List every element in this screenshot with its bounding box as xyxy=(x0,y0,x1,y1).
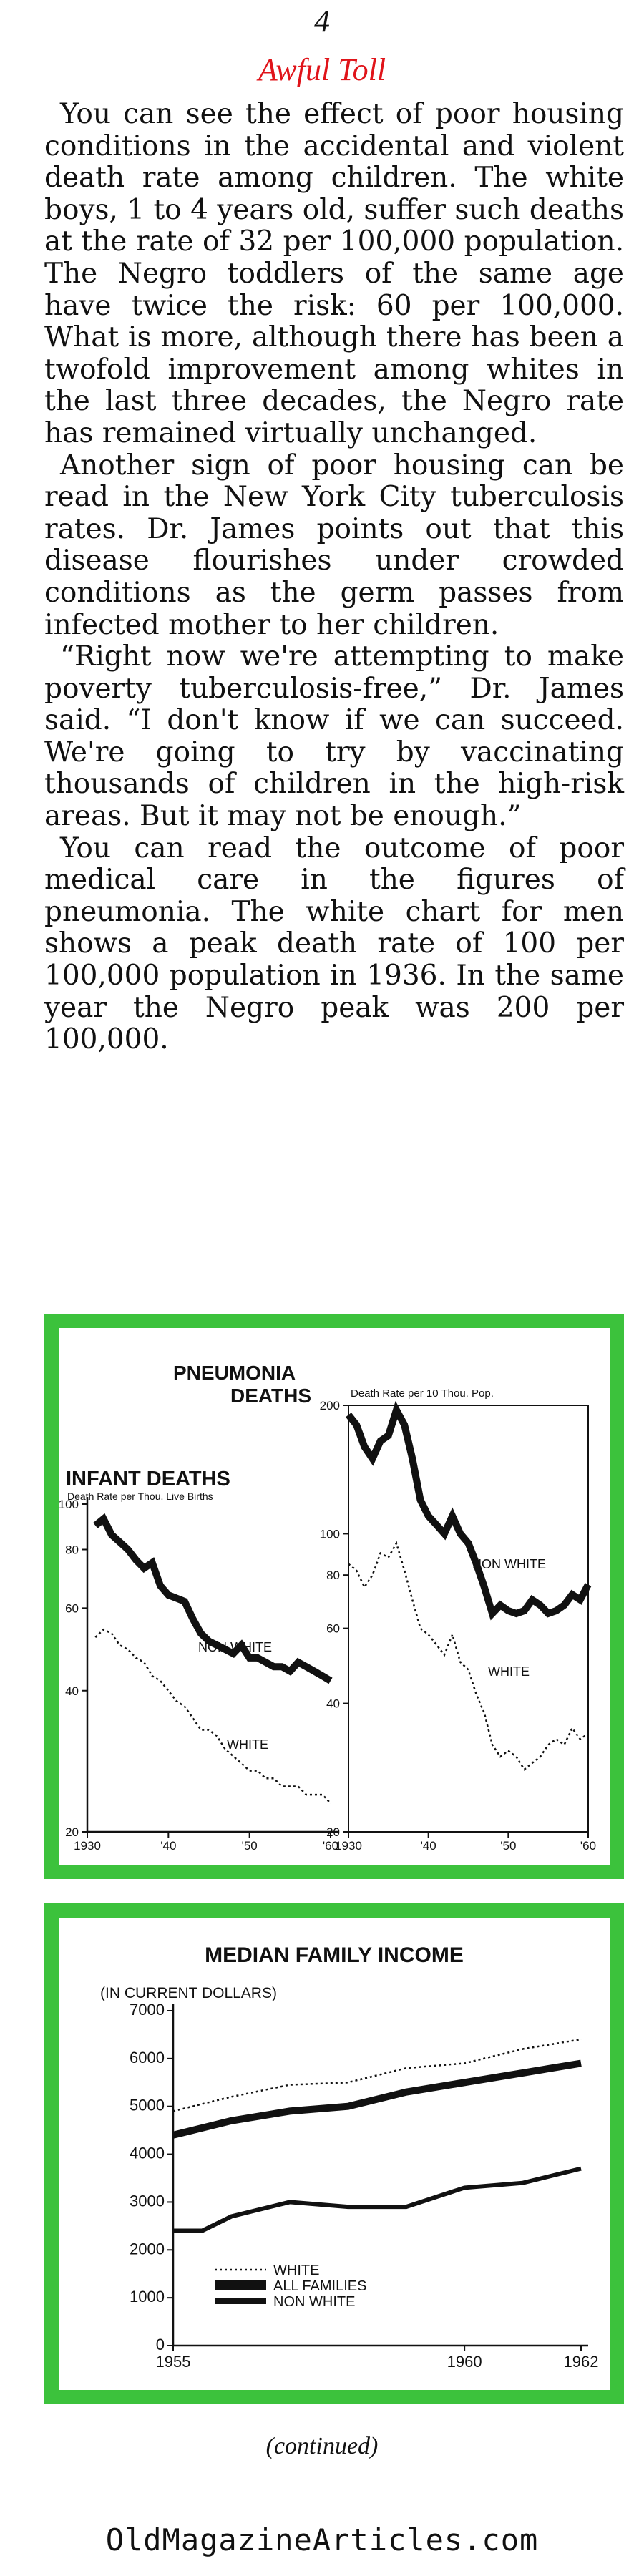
y-axis-label: Death Rate per 10 Thou. Pop. xyxy=(351,1387,494,1400)
y-tick-label: 40 xyxy=(65,1684,79,1698)
y-axis-label: (IN CURRENT DOLLARS) xyxy=(100,1985,277,2001)
plot-frame xyxy=(348,1405,588,1832)
x-tick-label: '60 xyxy=(322,1839,339,1853)
article-body xyxy=(44,99,624,1056)
x-tick-label: 1960 xyxy=(447,2353,482,2371)
y-tick-label: 20 xyxy=(65,1825,79,1839)
legend-label: ALL FAMILIES xyxy=(273,2278,367,2294)
legend-label: WHITE xyxy=(273,2263,320,2278)
y-tick-label: 80 xyxy=(326,1568,340,1583)
y-tick-label: 100 xyxy=(319,1527,340,1541)
y-tick-label: 3000 xyxy=(130,2192,165,2210)
series-line-all-families xyxy=(173,2064,581,2135)
series-line-non-white xyxy=(348,1410,588,1614)
legend-label: NON WHITE xyxy=(198,1640,272,1654)
y-tick-label: 200 xyxy=(319,1399,340,1413)
figure-panel xyxy=(59,1328,610,1865)
chart-title: MEDIAN FAMILY INCOME xyxy=(205,1943,464,1967)
legend-label: WHITE xyxy=(488,1664,530,1679)
legend-label: NON WHITE xyxy=(472,1557,546,1571)
y-tick-label: 6000 xyxy=(130,2048,165,2067)
y-tick-label: 2000 xyxy=(130,2240,165,2258)
y-tick-label: 0 xyxy=(155,2336,165,2353)
chart-title: PNEUMONIA xyxy=(173,1362,296,1384)
paragraph: You can read the outcome of poor medical care in the figures of pneumonia. The white chart for men shows a peak death rate of 100 per 100,000 population in 1936. In the same year the Negro peak was 200 per 100,000. xyxy=(44,831,624,1056)
continued-note: (continued) xyxy=(265,2433,379,2459)
chart-title: DEATHS xyxy=(230,1385,312,1407)
x-tick-label: '50 xyxy=(241,1839,258,1853)
paragraph: You can see the effect of poor housing conditions in the accidental and violent death rate among children. The white boys, 1 to 4 years old, suffer such deaths at the rate of 32 per 100,000 population. The Negro toddlers of the same age have twice the risk: 60 per 100,000. What is more, although there has been a twofold improvement among whites in the last three decades, the Negro rate has remained virtually unchanged. xyxy=(44,98,624,449)
x-tick-label: 1962 xyxy=(563,2353,599,2371)
y-tick-label: 4000 xyxy=(130,2144,165,2162)
series-line-white xyxy=(95,1629,331,1803)
y-tick-label: 40 xyxy=(326,1697,340,1711)
x-tick-label: '40 xyxy=(160,1839,177,1853)
x-tick-label: '50 xyxy=(500,1839,517,1853)
page-number: 4 xyxy=(314,4,330,39)
y-tick-label: 60 xyxy=(65,1601,79,1616)
legend-label: WHITE xyxy=(227,1737,268,1752)
section-title: Awful Toll xyxy=(258,52,386,87)
footer-site: OldMagazineArticles.com xyxy=(105,2522,539,2557)
x-tick-label: 1955 xyxy=(155,2353,191,2371)
series-line-non-white xyxy=(95,1519,331,1681)
charts-svg-1 xyxy=(59,1328,610,1865)
x-tick-label: 1930 xyxy=(335,1839,362,1853)
y-tick-label: 7000 xyxy=(130,2001,165,2019)
y-tick-label: 80 xyxy=(65,1543,79,1557)
chart-title: INFANT DEATHS xyxy=(66,1468,230,1491)
paragraph: Another sign of poor housing can be read in the New York City tuberculosis rates. Dr. James points out that this disease flourishes under crowded conditions as the germ passes from infected mother to her children. xyxy=(44,449,624,641)
figure-infant-pneumonia xyxy=(44,1314,624,1879)
y-tick-label: 1000 xyxy=(130,2288,165,2306)
legend-label: NON WHITE xyxy=(273,2294,356,2310)
series-line-non-white xyxy=(173,2169,581,2231)
figure-panel xyxy=(59,1918,610,2390)
series-line-white xyxy=(348,1543,588,1770)
y-tick-label: 100 xyxy=(59,1498,79,1511)
y-tick-label: 5000 xyxy=(130,2096,165,2114)
charts-svg-2 xyxy=(59,1918,610,2390)
figure-family-income xyxy=(44,1903,624,2404)
y-axis-label: Death Rate per Thou. Live Births xyxy=(67,1491,213,1502)
y-tick-label: 20 xyxy=(326,1825,340,1839)
paragraph: “Right now we're attempting to make poverty tuberculosis-free,” Dr. James said. “I don't know if we can succeed. We're going to try by vaccinating thousands of children in the high-risk areas. But it may not be enough.” xyxy=(44,640,624,833)
x-tick-label: '60 xyxy=(580,1839,597,1853)
y-tick-label: 60 xyxy=(326,1621,340,1636)
x-tick-label: '40 xyxy=(420,1839,436,1853)
x-tick-label: 1930 xyxy=(74,1839,101,1853)
